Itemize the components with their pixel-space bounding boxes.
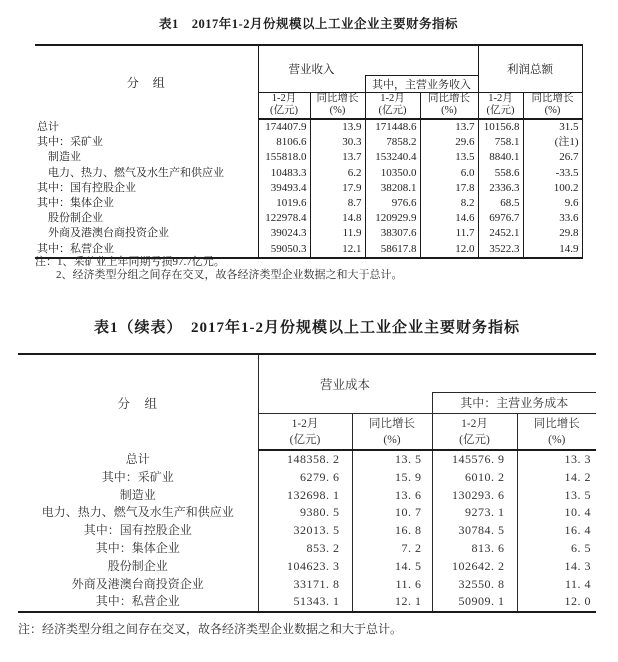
value-cell: 2336.3 bbox=[478, 181, 523, 196]
header-cell-growth-unit bbox=[352, 413, 432, 450]
unit-growth: 同比增长 bbox=[369, 418, 415, 431]
value-cell: 31.5 bbox=[523, 119, 582, 135]
value-cell: 6976.7 bbox=[478, 211, 523, 226]
unit-yi: (亿元) bbox=[378, 105, 407, 117]
value-cell: 155818.0 bbox=[258, 150, 310, 165]
value-cell: 12. 0 bbox=[517, 593, 596, 612]
table-row bbox=[35, 135, 582, 150]
unit-yi: (亿元) bbox=[270, 105, 298, 117]
table-row bbox=[35, 150, 582, 165]
value-cell: 39493.4 bbox=[258, 181, 310, 196]
unit-yi: (亿元) bbox=[459, 434, 490, 447]
value-cell: 758.1 bbox=[478, 135, 523, 150]
table1-note-2: 2、经济类型分组之间存在交叉，故各经济类型企业数据之和大于总计。 bbox=[56, 268, 403, 281]
row-label-cell: 制造业 bbox=[48, 151, 81, 164]
value-cell: 29.6 bbox=[420, 135, 478, 150]
value-cell: 171448.6 bbox=[365, 119, 420, 135]
table2 bbox=[18, 353, 596, 613]
value-cell: 8.7 bbox=[310, 196, 365, 211]
value-cell: 16. 8 bbox=[352, 522, 432, 540]
header-cell-empty bbox=[432, 354, 596, 392]
header-cell-growth-unit bbox=[523, 92, 582, 119]
header-cell-amount-unit bbox=[258, 92, 310, 119]
value-cell: 9380. 5 bbox=[258, 504, 352, 522]
table-row bbox=[18, 469, 596, 487]
value-cell: 29.8 bbox=[523, 226, 582, 241]
row-label-cell: 电力、热力、燃气及水生产和供应业 bbox=[48, 166, 224, 179]
row-label-cell: 外商及港澳台商投资企业 bbox=[48, 227, 169, 240]
value-cell: 59050.3 bbox=[258, 242, 310, 258]
value-cell: 32013. 5 bbox=[258, 522, 352, 540]
value-cell: 10. 7 bbox=[352, 504, 432, 522]
row-label-cell: 外商及港澳台商投资企业 bbox=[71, 576, 204, 591]
header-cell-profit: 利润总额 bbox=[478, 45, 582, 92]
table-row bbox=[35, 211, 582, 226]
value-cell: 16. 4 bbox=[517, 522, 596, 540]
value-cell: 13. 5 bbox=[352, 450, 432, 469]
header-cell-revenue-sub: 其中，主营业务收入 bbox=[365, 75, 478, 92]
row-label-cell: 其中：私营企业 bbox=[37, 242, 114, 255]
table1-note-1: 注：1、采矿业上年同期亏损97.7亿元。 bbox=[35, 256, 225, 268]
header-cell-group: 分 组 bbox=[35, 45, 258, 119]
value-cell: 50909. 1 bbox=[432, 593, 517, 612]
table2-header-row-1 bbox=[18, 354, 596, 392]
value-cell: 102642. 2 bbox=[432, 558, 517, 576]
value-cell: 11.9 bbox=[310, 226, 365, 241]
value-cell: 17.9 bbox=[310, 181, 365, 196]
value-cell: 145576. 9 bbox=[432, 450, 517, 469]
table-row bbox=[35, 119, 582, 135]
row-label-cell: 其中：采矿业 bbox=[101, 469, 174, 484]
row-label-cell: 电力、热力、燃气及水生产和供应业 bbox=[41, 505, 234, 520]
value-cell: 14. 5 bbox=[352, 558, 432, 576]
row-label-cell: 其中：集体企业 bbox=[37, 197, 114, 210]
unit-month: 1-2月 bbox=[380, 92, 405, 104]
value-cell: 68.5 bbox=[478, 196, 523, 211]
value-cell: 12.1 bbox=[310, 242, 365, 258]
value-cell: 17.8 bbox=[420, 181, 478, 196]
table-row bbox=[18, 540, 596, 558]
row-label-cell: 制造业 bbox=[119, 487, 156, 502]
value-cell: 130293. 6 bbox=[432, 487, 517, 505]
unit-yi: (亿元) bbox=[289, 434, 321, 447]
value-cell: 6279. 6 bbox=[258, 469, 352, 487]
value-cell: 853. 2 bbox=[258, 540, 352, 558]
value-cell: 12.0 bbox=[420, 242, 478, 258]
unit-pct: (%) bbox=[441, 105, 457, 117]
value-cell: 30.3 bbox=[310, 135, 365, 150]
table1-title: 表1 2017年1-2月份规模以上工业企业主要财务指标 bbox=[159, 17, 458, 31]
value-cell: 8.2 bbox=[420, 196, 478, 211]
unit-pct: (%) bbox=[544, 105, 561, 117]
value-cell: 6.0 bbox=[420, 166, 478, 181]
unit-growth: 同比增长 bbox=[533, 418, 580, 431]
value-cell: 13.5 bbox=[420, 150, 478, 165]
value-cell: 13. 3 bbox=[517, 450, 596, 469]
value-cell: 6. 5 bbox=[517, 540, 596, 558]
value-cell: 51343. 1 bbox=[258, 593, 352, 612]
value-cell: 1019.6 bbox=[258, 196, 310, 211]
unit-pct: (%) bbox=[329, 105, 346, 117]
value-cell: 13. 6 bbox=[352, 487, 432, 505]
value-cell: 9.6 bbox=[523, 196, 582, 211]
value-cell: 813. 6 bbox=[432, 540, 517, 558]
header-cell-revenue: 营业收入 bbox=[288, 63, 335, 76]
row-label-cell: 总计 bbox=[37, 120, 59, 133]
value-cell: 32550. 8 bbox=[432, 576, 517, 594]
row-label-cell: 股份制企业 bbox=[107, 558, 168, 573]
value-cell: 33171. 8 bbox=[258, 576, 352, 594]
unit-yi: (亿元) bbox=[486, 105, 515, 117]
value-cell: 58617.8 bbox=[365, 242, 420, 258]
header-cell-cost: 营业成本 bbox=[320, 377, 371, 392]
value-cell: 8106.6 bbox=[258, 135, 310, 150]
table-row bbox=[35, 196, 582, 211]
unit-growth: 同比增长 bbox=[316, 92, 359, 104]
value-cell: 120929.9 bbox=[365, 211, 420, 226]
unit-month: 1-2月 bbox=[271, 92, 297, 104]
table1 bbox=[35, 44, 583, 259]
value-cell: (注1) bbox=[523, 135, 582, 150]
row-label-cell: 总计 bbox=[125, 451, 150, 466]
value-cell: 104623. 3 bbox=[258, 558, 352, 576]
table-row bbox=[35, 181, 582, 196]
value-cell: 6010. 2 bbox=[432, 469, 517, 487]
header-cell-amount-unit bbox=[478, 92, 523, 119]
unit-pct: (%) bbox=[383, 434, 401, 447]
table-row bbox=[18, 593, 596, 612]
header-cell-growth-unit bbox=[310, 92, 365, 119]
row-label-cell: 其中：集体企业 bbox=[95, 540, 180, 555]
header-cell-empty bbox=[365, 45, 478, 75]
table1-header-row-1 bbox=[35, 45, 582, 75]
header-cell-growth-unit bbox=[517, 413, 596, 450]
value-cell: 38208.1 bbox=[365, 181, 420, 196]
header-cell-amount-unit bbox=[258, 413, 352, 450]
value-cell: -33.5 bbox=[523, 166, 582, 181]
value-cell: 10156.8 bbox=[478, 119, 523, 135]
value-cell: 13.7 bbox=[310, 150, 365, 165]
value-cell: 9273. 1 bbox=[432, 504, 517, 522]
header-cell-amount-unit bbox=[432, 413, 517, 450]
value-cell: 174407.9 bbox=[258, 119, 310, 135]
value-cell: 2452.1 bbox=[478, 226, 523, 241]
table-row bbox=[35, 166, 582, 181]
unit-month: 1-2月 bbox=[461, 418, 488, 431]
value-cell: 122978.4 bbox=[258, 211, 310, 226]
row-label-cell: 其中：私营企业 bbox=[95, 594, 180, 609]
unit-month: 1-2月 bbox=[291, 418, 319, 431]
table-row bbox=[18, 450, 596, 469]
value-cell: 10350.0 bbox=[365, 166, 420, 181]
header-cell-group: 分 组 bbox=[18, 354, 258, 450]
table-row bbox=[18, 504, 596, 522]
unit-growth: 同比增长 bbox=[531, 92, 574, 104]
value-cell: 38307.6 bbox=[365, 226, 420, 241]
value-cell: 15. 9 bbox=[352, 469, 432, 487]
value-cell: 33.6 bbox=[523, 211, 582, 226]
value-cell: 558.6 bbox=[478, 166, 523, 181]
table-row bbox=[18, 522, 596, 540]
value-cell: 11.7 bbox=[420, 226, 478, 241]
table1-notes bbox=[35, 256, 595, 281]
value-cell: 26.7 bbox=[523, 150, 582, 165]
value-cell: 13.7 bbox=[420, 119, 478, 135]
value-cell: 11. 4 bbox=[517, 576, 596, 594]
unit-month: 1-2月 bbox=[488, 92, 513, 104]
value-cell: 7. 2 bbox=[352, 540, 432, 558]
value-cell: 13. 5 bbox=[517, 487, 596, 505]
table-row bbox=[35, 226, 582, 241]
value-cell: 14. 2 bbox=[517, 469, 596, 487]
value-cell: 3522.3 bbox=[478, 242, 523, 258]
row-label-cell: 其中：国有控股企业 bbox=[37, 181, 136, 194]
value-cell: 14. 3 bbox=[517, 558, 596, 576]
row-label-cell: 股份制企业 bbox=[48, 212, 103, 225]
value-cell: 148358. 2 bbox=[258, 450, 352, 469]
unit-pct: (%) bbox=[548, 434, 566, 447]
row-label-cell: 其中：国有控股企业 bbox=[83, 523, 192, 538]
header-cell-cost-sub: 其中：主营业务成本 bbox=[432, 392, 596, 413]
table-row bbox=[18, 487, 596, 505]
value-cell: 30784. 5 bbox=[432, 522, 517, 540]
value-cell: 132698. 1 bbox=[258, 487, 352, 505]
table-row bbox=[18, 558, 596, 576]
table-row bbox=[18, 576, 596, 594]
value-cell: 13.9 bbox=[310, 119, 365, 135]
value-cell: 6.2 bbox=[310, 166, 365, 181]
header-cell-amount-unit bbox=[365, 92, 420, 119]
value-cell: 11. 6 bbox=[352, 576, 432, 594]
table2-note: 注：经济类型分组之间存在交叉，故各经济类型企业数据之和大于总计。 bbox=[18, 622, 403, 636]
value-cell: 12. 1 bbox=[352, 593, 432, 612]
value-cell: 100.2 bbox=[523, 181, 582, 196]
value-cell: 14.6 bbox=[420, 211, 478, 226]
value-cell: 14.8 bbox=[310, 211, 365, 226]
value-cell: 153240.4 bbox=[365, 150, 420, 165]
value-cell: 7858.2 bbox=[365, 135, 420, 150]
table2-title: 表1（续表） 2017年1-2月份规模以上工业企业主要财务指标 bbox=[94, 320, 520, 336]
value-cell: 8840.1 bbox=[478, 150, 523, 165]
value-cell: 14.9 bbox=[523, 242, 582, 258]
header-cell-growth-unit bbox=[420, 92, 478, 119]
value-cell: 10483.3 bbox=[258, 166, 310, 181]
unit-growth: 同比增长 bbox=[428, 92, 470, 104]
value-cell: 10. 4 bbox=[517, 504, 596, 522]
value-cell: 976.6 bbox=[365, 196, 420, 211]
row-label-cell: 其中：采矿业 bbox=[37, 136, 103, 149]
value-cell: 39024.3 bbox=[258, 226, 310, 241]
